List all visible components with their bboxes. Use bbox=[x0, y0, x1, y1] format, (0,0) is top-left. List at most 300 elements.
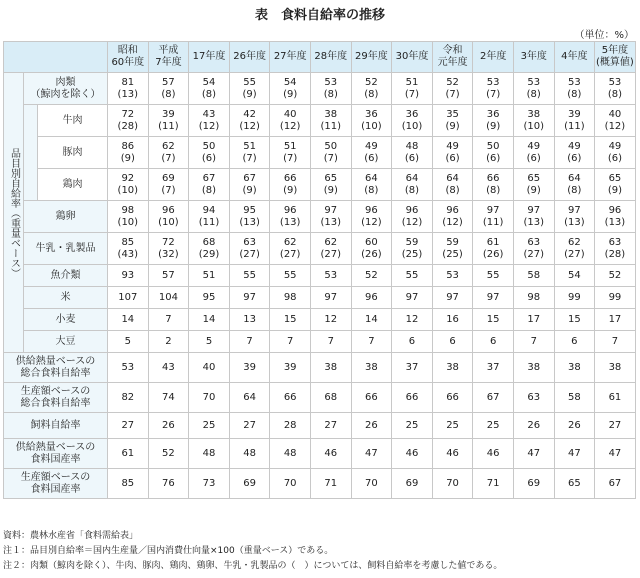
value-cell bbox=[310, 233, 351, 265]
value: 52 bbox=[365, 76, 378, 88]
value: 49 bbox=[527, 140, 541, 152]
value-cell bbox=[432, 309, 473, 331]
group-label: 品目別自給率（重量ベース） bbox=[8, 147, 20, 278]
feed-adjusted-value: (9) bbox=[283, 88, 298, 100]
value-cell bbox=[595, 287, 636, 309]
feed-adjusted-value: (27) bbox=[523, 248, 545, 260]
feed-adjusted-value: (6) bbox=[201, 152, 217, 164]
value: 96 bbox=[365, 204, 378, 216]
self-sufficiency-table bbox=[3, 41, 636, 499]
value-cell: 38 bbox=[351, 353, 392, 383]
value: 49 bbox=[567, 140, 581, 152]
value: 15 bbox=[567, 313, 581, 325]
value-cell: 58 bbox=[554, 383, 595, 413]
value: 92 bbox=[121, 172, 135, 184]
value-cell bbox=[148, 265, 189, 287]
value-cell: 52 bbox=[148, 439, 189, 469]
value: 48 bbox=[405, 140, 419, 152]
value: 54 bbox=[202, 76, 216, 88]
value-cell bbox=[351, 137, 392, 169]
value: 95 bbox=[202, 291, 216, 303]
value: 65 bbox=[608, 172, 622, 184]
table-row bbox=[4, 439, 636, 469]
value-cell bbox=[270, 309, 311, 331]
value-cell bbox=[473, 287, 514, 309]
value: 65 bbox=[324, 172, 338, 184]
value-cell: 38 bbox=[554, 353, 595, 383]
value: 52 bbox=[365, 269, 378, 281]
value-cell bbox=[270, 73, 311, 105]
value-cell bbox=[595, 137, 636, 169]
value-cell bbox=[351, 309, 392, 331]
feed-adjusted-value: (6) bbox=[567, 152, 582, 164]
feed-adjusted-value: (7) bbox=[323, 152, 338, 164]
value: 96 bbox=[608, 204, 622, 216]
feed-adjusted-value: (7) bbox=[486, 88, 501, 100]
table-row bbox=[4, 331, 636, 353]
value: 95 bbox=[243, 204, 256, 216]
value-cell bbox=[473, 137, 514, 169]
value-cell bbox=[148, 201, 189, 233]
feed-adjusted-value: (6) bbox=[526, 152, 541, 164]
value-cell bbox=[270, 287, 311, 309]
value-cell bbox=[432, 73, 473, 105]
header-year: 2年度 bbox=[473, 42, 514, 73]
value-cell: 27 bbox=[108, 413, 149, 439]
feed-adjusted-value: (29) bbox=[198, 248, 220, 260]
value-cell: 70 bbox=[189, 383, 230, 413]
value: 12 bbox=[405, 313, 419, 325]
value-cell: 70 bbox=[270, 469, 311, 499]
feed-adjusted-value: (9) bbox=[323, 184, 338, 196]
value-cell bbox=[432, 105, 473, 137]
value-cell bbox=[432, 287, 473, 309]
value-cell: 47 bbox=[513, 439, 554, 469]
value: 17 bbox=[527, 313, 541, 325]
value: 53 bbox=[486, 76, 500, 88]
feed-adjusted-value: (7) bbox=[242, 152, 257, 164]
value-cell bbox=[108, 73, 149, 105]
value-cell bbox=[229, 73, 270, 105]
value-cell: 26 bbox=[513, 413, 554, 439]
value-cell bbox=[108, 201, 149, 233]
value: 62 bbox=[162, 140, 175, 152]
value-cell: 65 bbox=[554, 469, 595, 499]
row-label: 鶏肉 bbox=[38, 169, 108, 201]
value: 98 bbox=[283, 291, 297, 303]
value-cell bbox=[229, 201, 270, 233]
value-cell bbox=[513, 169, 554, 201]
header-row bbox=[4, 42, 636, 73]
value: 97 bbox=[486, 204, 500, 216]
header-year: 4年度 bbox=[554, 42, 595, 73]
feed-adjusted-value: (10) bbox=[401, 120, 423, 132]
value-cell: 66 bbox=[432, 383, 473, 413]
feed-adjusted-value: (11) bbox=[198, 216, 220, 228]
value: 62 bbox=[283, 236, 297, 248]
value: 64 bbox=[365, 172, 378, 184]
feed-adjusted-value: (13) bbox=[279, 216, 301, 228]
note-2: 注２：肉類（鯨肉を除く）、牛肉、豚肉、鶏肉、鶏卵、牛乳・乳製品の（ ）については、飼料自給率を考慮した値である。 bbox=[3, 561, 503, 571]
feed-adjusted-value: (6) bbox=[404, 152, 420, 164]
feed-adjusted-value: (7) bbox=[161, 152, 176, 164]
value-cell bbox=[513, 265, 554, 287]
value-cell: 37 bbox=[473, 353, 514, 383]
value-cell bbox=[148, 309, 189, 331]
feed-adjusted-value: (8) bbox=[486, 184, 501, 196]
value-cell: 85 bbox=[108, 469, 149, 499]
feed-adjusted-value: (26) bbox=[482, 248, 504, 260]
value-cell bbox=[229, 331, 270, 353]
value-cell bbox=[270, 233, 311, 265]
feed-adjusted-value: (12) bbox=[401, 216, 423, 228]
feed-adjusted-value: (13) bbox=[604, 216, 626, 228]
value-cell bbox=[351, 73, 392, 105]
value-cell: 70 bbox=[351, 469, 392, 499]
row-label: 牛肉 bbox=[38, 105, 108, 137]
row-label: 飼料自給率 bbox=[4, 413, 108, 439]
value: 62 bbox=[324, 236, 338, 248]
value: 7 bbox=[246, 335, 253, 347]
value: 6 bbox=[449, 335, 456, 347]
value: 66 bbox=[283, 172, 297, 184]
feed-adjusted-value: (7) bbox=[404, 88, 420, 100]
value-cell: 28 bbox=[270, 413, 311, 439]
value-cell: 64 bbox=[229, 383, 270, 413]
value: 15 bbox=[283, 313, 297, 325]
value: 66 bbox=[486, 172, 500, 184]
unit-label: （単位：%） bbox=[574, 30, 634, 41]
row-label: 鶏卵 bbox=[24, 201, 108, 233]
value: 99 bbox=[608, 291, 622, 303]
feed-adjusted-value: (8) bbox=[161, 88, 176, 100]
value-cell: 47 bbox=[595, 439, 636, 469]
value: 5 bbox=[205, 335, 213, 347]
value: 7 bbox=[368, 335, 375, 347]
value-cell: 26 bbox=[148, 413, 189, 439]
value-cell bbox=[513, 105, 554, 137]
value-cell bbox=[189, 137, 230, 169]
value: 12 bbox=[324, 313, 338, 325]
row-label: 魚介類 bbox=[24, 265, 108, 287]
value-cell bbox=[148, 331, 189, 353]
value: 39 bbox=[567, 108, 581, 120]
value-cell bbox=[108, 287, 149, 309]
value: 7 bbox=[530, 335, 537, 347]
value-cell: 25 bbox=[189, 413, 230, 439]
value: 53 bbox=[527, 76, 541, 88]
value: 36 bbox=[365, 108, 378, 120]
value: 50 bbox=[486, 140, 500, 152]
table-title: 表 食料自給率の推移 bbox=[254, 8, 385, 23]
feed-adjusted-value: (9) bbox=[445, 120, 460, 132]
value-cell: 82 bbox=[108, 383, 149, 413]
value: 50 bbox=[202, 140, 216, 152]
value: 49 bbox=[608, 140, 622, 152]
value-cell bbox=[392, 265, 433, 287]
value: 97 bbox=[567, 204, 581, 216]
value-cell bbox=[473, 201, 514, 233]
value: 55 bbox=[283, 269, 297, 281]
feed-adjusted-value: (28) bbox=[604, 248, 626, 260]
value: 96 bbox=[365, 291, 378, 303]
value-cell bbox=[229, 169, 270, 201]
feed-adjusted-value: (10) bbox=[523, 120, 545, 132]
value: 51 bbox=[202, 269, 216, 281]
value: 53 bbox=[446, 269, 459, 281]
value-cell bbox=[473, 169, 514, 201]
feed-adjusted-value: (8) bbox=[526, 88, 541, 100]
value: 16 bbox=[446, 313, 459, 325]
value: 38 bbox=[527, 108, 541, 120]
value-cell: 70 bbox=[432, 469, 473, 499]
value-cell bbox=[229, 137, 270, 169]
feed-adjusted-value: (9) bbox=[526, 184, 541, 196]
value-cell bbox=[148, 73, 189, 105]
value: 14 bbox=[121, 313, 135, 325]
value-cell bbox=[108, 331, 149, 353]
value-cell bbox=[310, 331, 351, 353]
value: 53 bbox=[608, 76, 622, 88]
feed-adjusted-value: (8) bbox=[323, 88, 338, 100]
value-cell bbox=[554, 265, 595, 287]
feed-adjusted-value: (11) bbox=[482, 216, 504, 228]
value-cell bbox=[310, 201, 351, 233]
value: 7 bbox=[165, 313, 172, 325]
feed-adjusted-value: (11) bbox=[564, 120, 585, 132]
value: 53 bbox=[567, 76, 581, 88]
feed-adjusted-value: (13) bbox=[117, 88, 139, 100]
value-cell bbox=[310, 265, 351, 287]
value: 98 bbox=[121, 204, 135, 216]
feed-adjusted-value: (43) bbox=[117, 248, 139, 260]
feed-adjusted-value: (12) bbox=[198, 120, 220, 132]
value: 59 bbox=[446, 236, 459, 248]
value-cell bbox=[310, 73, 351, 105]
value-cell bbox=[595, 105, 636, 137]
feed-adjusted-value: (10) bbox=[361, 120, 382, 132]
feed-adjusted-value: (8) bbox=[201, 88, 217, 100]
feed-adjusted-value: (11) bbox=[158, 120, 179, 132]
value-cell: 73 bbox=[189, 469, 230, 499]
value-cell bbox=[270, 331, 311, 353]
value-cell bbox=[189, 73, 230, 105]
value-cell bbox=[513, 73, 554, 105]
value-cell bbox=[554, 201, 595, 233]
value-cell: 53 bbox=[108, 353, 149, 383]
feed-adjusted-value: (8) bbox=[607, 88, 623, 100]
value: 68 bbox=[202, 236, 216, 248]
value-cell bbox=[513, 309, 554, 331]
value: 43 bbox=[202, 108, 216, 120]
value-cell bbox=[270, 265, 311, 287]
value: 2 bbox=[165, 335, 172, 347]
feed-adjusted-value: (11) bbox=[320, 120, 342, 132]
value-cell bbox=[310, 137, 351, 169]
value-cell bbox=[310, 169, 351, 201]
value-cell bbox=[148, 137, 189, 169]
value-cell bbox=[108, 169, 149, 201]
value-cell bbox=[351, 265, 392, 287]
value-cell bbox=[392, 169, 433, 201]
value: 54 bbox=[283, 76, 297, 88]
value: 107 bbox=[118, 291, 138, 303]
feed-adjusted-value: (13) bbox=[523, 216, 545, 228]
value: 61 bbox=[486, 236, 500, 248]
value-cell bbox=[432, 201, 473, 233]
value: 60 bbox=[365, 236, 378, 248]
meat-indent bbox=[24, 105, 38, 201]
value-cell bbox=[513, 331, 554, 353]
feed-adjusted-value: (7) bbox=[161, 184, 176, 196]
value-cell bbox=[473, 233, 514, 265]
value: 86 bbox=[121, 140, 135, 152]
feed-adjusted-value: (12) bbox=[239, 120, 260, 132]
value: 57 bbox=[162, 76, 175, 88]
value: 97 bbox=[243, 291, 256, 303]
value-cell: 37 bbox=[392, 353, 433, 383]
value: 40 bbox=[283, 108, 297, 120]
value: 53 bbox=[324, 269, 338, 281]
value: 69 bbox=[162, 172, 175, 184]
value: 97 bbox=[405, 291, 419, 303]
value-cell bbox=[148, 233, 189, 265]
value-cell bbox=[229, 309, 270, 331]
value: 64 bbox=[405, 172, 419, 184]
feed-adjusted-value: (26) bbox=[361, 248, 382, 260]
value: 67 bbox=[243, 172, 256, 184]
value-cell bbox=[392, 309, 433, 331]
value-cell bbox=[513, 287, 554, 309]
value-cell bbox=[108, 105, 149, 137]
value-cell bbox=[148, 169, 189, 201]
value-cell bbox=[270, 105, 311, 137]
table-row bbox=[4, 383, 636, 413]
value-cell bbox=[432, 265, 473, 287]
table-row bbox=[4, 137, 636, 169]
header-year: 27年度 bbox=[270, 42, 311, 73]
value-cell bbox=[554, 105, 595, 137]
row-label: 米 bbox=[24, 287, 108, 309]
value-cell: 46 bbox=[392, 439, 433, 469]
feed-adjusted-value: (6) bbox=[486, 152, 501, 164]
value-cell bbox=[392, 201, 433, 233]
header-year: 平成 7年度 bbox=[148, 42, 189, 73]
feed-adjusted-value: (10) bbox=[158, 216, 179, 228]
value: 7 bbox=[327, 335, 334, 347]
value-cell bbox=[392, 233, 433, 265]
value-cell bbox=[554, 73, 595, 105]
value: 38 bbox=[324, 108, 338, 120]
value: 50 bbox=[324, 140, 338, 152]
value: 55 bbox=[243, 76, 256, 88]
value: 51 bbox=[283, 140, 297, 152]
value: 97 bbox=[446, 291, 459, 303]
value-cell: 26 bbox=[554, 413, 595, 439]
table-row bbox=[4, 413, 636, 439]
value-cell bbox=[554, 137, 595, 169]
value-cell bbox=[310, 105, 351, 137]
value: 6 bbox=[489, 335, 497, 347]
value-cell bbox=[473, 309, 514, 331]
value: 96 bbox=[446, 204, 459, 216]
value: 72 bbox=[121, 108, 135, 120]
header-year: 5年度 (概算値) bbox=[595, 42, 636, 73]
value-cell bbox=[229, 265, 270, 287]
value: 97 bbox=[324, 291, 338, 303]
feed-adjusted-value: (12) bbox=[442, 216, 463, 228]
table-row bbox=[4, 265, 636, 287]
feed-adjusted-value: (8) bbox=[364, 88, 379, 100]
note-source: 資料：農林水産省「食料需給表」 bbox=[3, 531, 139, 541]
value-cell: 69 bbox=[392, 469, 433, 499]
value-cell bbox=[513, 137, 554, 169]
value-cell bbox=[595, 309, 636, 331]
feed-adjusted-value: (6) bbox=[364, 152, 379, 164]
value-cell: 67 bbox=[595, 469, 636, 499]
value-cell bbox=[229, 287, 270, 309]
value: 42 bbox=[243, 108, 256, 120]
value-cell: 66 bbox=[392, 383, 433, 413]
value-cell bbox=[351, 233, 392, 265]
value-cell bbox=[473, 73, 514, 105]
value-cell: 27 bbox=[310, 413, 351, 439]
value: 6 bbox=[408, 335, 416, 347]
feed-adjusted-value: (9) bbox=[486, 120, 501, 132]
value-cell bbox=[595, 201, 636, 233]
value: 14 bbox=[365, 313, 378, 325]
feed-adjusted-value: (7) bbox=[283, 152, 298, 164]
feed-adjusted-value: (6) bbox=[607, 152, 623, 164]
value-cell: 38 bbox=[310, 353, 351, 383]
row-label: 肉類 （鯨肉を除く） bbox=[24, 73, 108, 105]
value-cell bbox=[554, 331, 595, 353]
value-cell bbox=[554, 287, 595, 309]
feed-adjusted-value: (13) bbox=[564, 216, 585, 228]
value-cell bbox=[108, 309, 149, 331]
value-cell bbox=[554, 169, 595, 201]
value-cell bbox=[513, 201, 554, 233]
value-cell: 74 bbox=[148, 383, 189, 413]
feed-adjusted-value: (27) bbox=[320, 248, 342, 260]
feed-adjusted-value: (27) bbox=[564, 248, 585, 260]
feed-adjusted-value: (6) bbox=[445, 152, 460, 164]
value-cell: 27 bbox=[595, 413, 636, 439]
feed-adjusted-value: (28) bbox=[117, 120, 139, 132]
table-row bbox=[4, 469, 636, 499]
value: 57 bbox=[162, 269, 175, 281]
feed-adjusted-value: (8) bbox=[567, 88, 582, 100]
value-cell bbox=[310, 287, 351, 309]
feed-adjusted-value: (9) bbox=[120, 152, 135, 164]
value-cell: 71 bbox=[473, 469, 514, 499]
value: 51 bbox=[243, 140, 256, 152]
feed-adjusted-value: (25) bbox=[442, 248, 463, 260]
value: 53 bbox=[324, 76, 338, 88]
value: 62 bbox=[567, 236, 581, 248]
table-row bbox=[4, 309, 636, 331]
value-cell bbox=[595, 73, 636, 105]
row-label: 豚肉 bbox=[38, 137, 108, 169]
feed-adjusted-value: (8) bbox=[445, 184, 460, 196]
value-cell bbox=[595, 233, 636, 265]
table-row bbox=[4, 233, 636, 265]
value-cell bbox=[554, 233, 595, 265]
feed-adjusted-value: (27) bbox=[239, 248, 260, 260]
value-cell bbox=[108, 233, 149, 265]
value-cell: 66 bbox=[270, 383, 311, 413]
header-year: 30年度 bbox=[392, 42, 433, 73]
